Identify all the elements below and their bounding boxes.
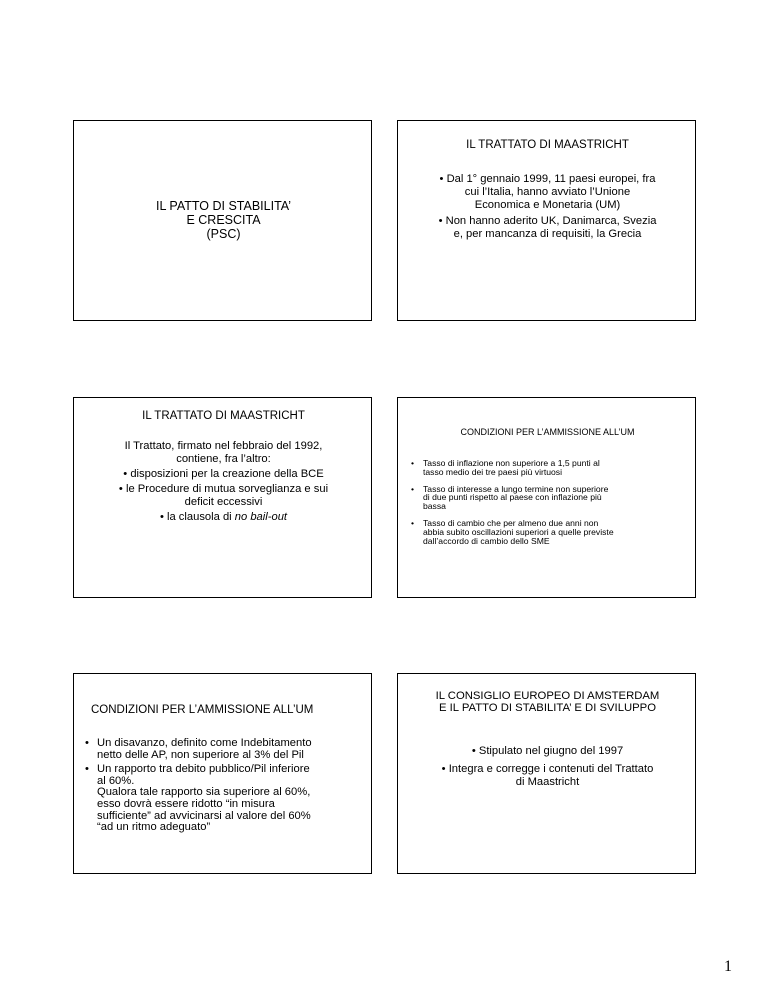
bullet-icon: • [471, 745, 479, 757]
bullet-item: • Non hanno aderito UK, Danimarca, Svezia e, per mancanza di requisiti, la Grecia [438, 215, 657, 240]
bullet-item: • Tasso di inflazione non superiore a 1,5 punti al tasso medio dei tre paesi più virtuosi [411, 459, 691, 477]
title-line: (PSC) [206, 227, 241, 241]
slide-3 [73, 397, 372, 598]
title-line: IL PATTO DI STABILITA’ [156, 199, 291, 213]
slide-title: CONDIZIONI PER L’AMMISSIONE ALL’UM [460, 427, 635, 437]
bullet-list [398, 745, 697, 789]
page-number: 1 [724, 958, 732, 975]
bullet-icon: • [438, 215, 446, 227]
title-line: E IL PATTO DI STABILITA’ E DI SVILUPPO [439, 701, 656, 714]
bullet-icon: • [439, 173, 447, 185]
bullet-item: • disposizioni per la creazione della BCE [123, 468, 324, 480]
bullet-item: • Stipulato nel giugno del 1997 [471, 745, 624, 757]
slide-6 [397, 673, 696, 874]
bullet-item: • Un rapporto tra debito pubblico/Pil inferiore al 60%. Qualora tale rapporto sia superiore al 60%, esso dovrà essere ridotto “in misura sufficiente” ad avvicinarsi al valore del 60% “ad un ritmo adeguato” [85, 764, 370, 834]
bullet-item: • Un disavanzo, definito come Indebitamento netto delle AP, non superiore al 3% del Pil [85, 738, 370, 761]
bullet-icon: • [441, 763, 449, 775]
bullet-item: • Dal 1° gennaio 1999, 11 paesi europei, fra cui l’Italia, hanno avviato l’Unione Economica e Monetaria (UM) [439, 173, 656, 211]
bullet-item: • Tasso di interesse a lungo termine non superiore di due punti rispetto al paese con inflazione più bassa [411, 485, 691, 511]
bullet-item: • la clausola di no bail-out [159, 511, 288, 523]
slide-title: IL TRATTATO DI MAASTRICHT [142, 410, 305, 422]
slide-4 [397, 397, 696, 598]
slide-title: IL TRATTATO DI MAASTRICHT [466, 139, 629, 151]
slide-title [74, 199, 373, 241]
bullet-item: • le Procedure di mutua sorveglianza e sui deficit eccessivi [118, 483, 329, 508]
bullet-list [85, 738, 370, 834]
slide-title [398, 691, 697, 714]
slide-body: Il Trattato, firmato nel febbraio del 1992, contiene, fra l’altro: • disposizioni per la creazione della BCE • le Procedure di mutua sorveglianza e sui deficit eccessivi • la clausola di no bail-out [74, 440, 373, 524]
bullet-icon: • [118, 483, 126, 495]
bullet-list [411, 459, 691, 545]
bullet-icon: • [123, 468, 131, 480]
title-line: E CRESCITA [186, 213, 261, 227]
bullet-item: • Tasso di cambio che per almeno due anni non abbia subito oscillazioni superiori a quelle previste dall’accordo di cambio dello SME [411, 519, 691, 545]
slide-5 [73, 673, 372, 874]
slide-title: CONDIZIONI PER L’AMMISSIONE ALL’UM [91, 704, 314, 716]
bullet-icon: • [159, 511, 167, 523]
slide-1 [73, 120, 372, 321]
bullet-list [398, 173, 697, 241]
bullet-item: • Integra e corregge i contenuti del Trattato di Maastricht [441, 763, 654, 788]
slide-2 [397, 120, 696, 321]
title-line: IL CONSIGLIO EUROPEO DI AMSTERDAM [435, 690, 660, 702]
